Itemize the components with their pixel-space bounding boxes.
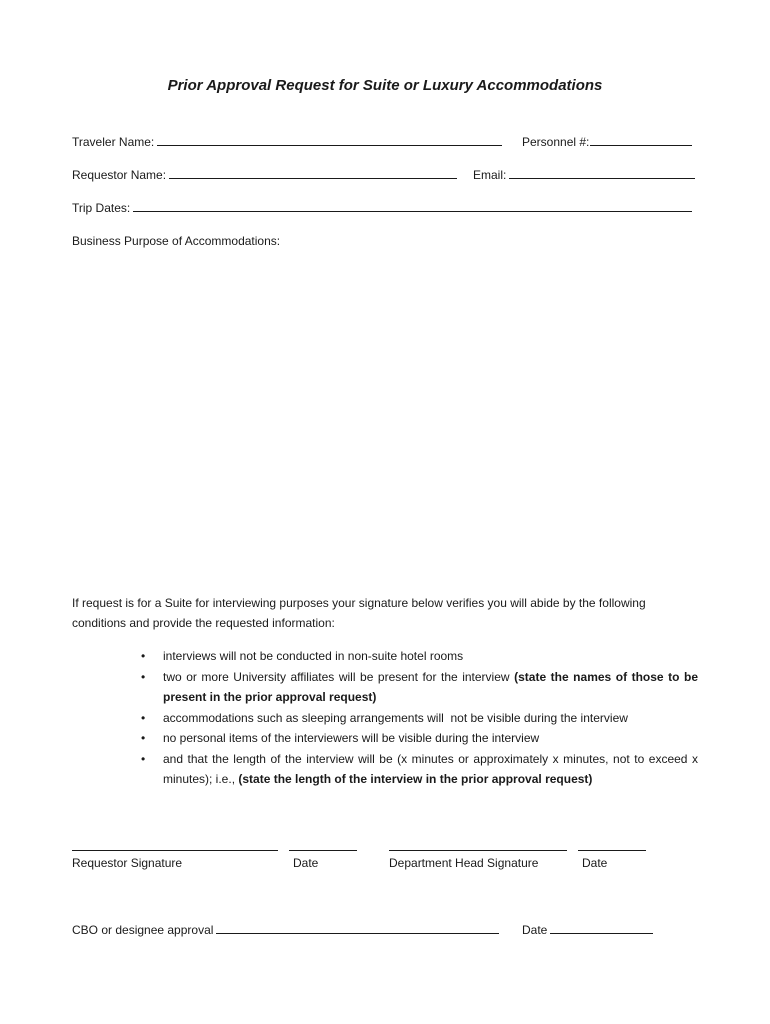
condition-item bbox=[72, 646, 698, 667]
date-line-2[interactable] bbox=[578, 850, 646, 851]
condition-text: accommodations such as sleeping arrangements will not be visible during the interview bbox=[163, 710, 628, 725]
email-row bbox=[473, 167, 695, 183]
condition-bold-text: (state the length of the interview in the prior approval request) bbox=[238, 772, 593, 786]
condition-item bbox=[72, 708, 698, 729]
bullet-icon: • bbox=[141, 669, 146, 684]
date-label-3: Date bbox=[522, 923, 548, 937]
condition-text: two or more University affiliates will be present for the interview bbox=[163, 669, 515, 684]
bullet-icon: • bbox=[141, 649, 146, 663]
department-head-signature-label: Department Head Signature bbox=[389, 856, 539, 870]
requestor-name-row bbox=[72, 167, 457, 183]
requestor-name-label: Requestor Name: bbox=[72, 168, 167, 182]
bullet-icon: • bbox=[141, 731, 146, 745]
traveler-name-field[interactable] bbox=[157, 134, 502, 146]
date-line-1[interactable] bbox=[289, 850, 357, 851]
email-field[interactable] bbox=[509, 167, 695, 179]
personnel-field[interactable] bbox=[590, 134, 692, 146]
traveler-name-label: Traveler Name: bbox=[72, 135, 155, 149]
trip-dates-field[interactable] bbox=[133, 200, 692, 212]
cbo-date-row bbox=[522, 922, 653, 938]
trip-dates-label: Trip Dates: bbox=[72, 201, 131, 215]
condition-item bbox=[72, 728, 698, 749]
conditions-list bbox=[72, 646, 698, 790]
suite-conditions-intro: If request is for a Suite for interviewing purposes your signature below verifies you will abide by the following conditions and provide the requested information: bbox=[72, 596, 646, 630]
department-head-signature-line[interactable] bbox=[389, 850, 567, 851]
condition-item bbox=[72, 749, 698, 790]
form-title: Prior Approval Request for Suite or Luxury Accommodations bbox=[167, 77, 603, 94]
condition-item bbox=[72, 667, 698, 708]
email-label: Email: bbox=[473, 168, 507, 182]
cbo-date-field[interactable] bbox=[550, 922, 653, 934]
condition-bold-text: (state the names of those to be present in the prior approval request) bbox=[163, 669, 698, 704]
personnel-label: Personnel #: bbox=[522, 135, 590, 149]
business-purpose-area[interactable] bbox=[72, 255, 698, 575]
cbo-approval-row bbox=[72, 922, 499, 938]
bullet-icon: • bbox=[141, 710, 146, 725]
cbo-approval-field[interactable] bbox=[216, 922, 499, 934]
requestor-signature-label: Requestor Signature bbox=[72, 856, 183, 870]
date-label-2: Date bbox=[582, 856, 608, 870]
requestor-name-field[interactable] bbox=[169, 167, 457, 179]
date-label-1: Date bbox=[293, 856, 319, 870]
condition-text: interviews will not be conducted in non-suite hotel rooms bbox=[163, 649, 464, 663]
bullet-icon: • bbox=[141, 751, 146, 766]
trip-dates-row bbox=[72, 200, 692, 216]
condition-text: no personal items of the interviewers will be visible during the interview bbox=[163, 731, 540, 745]
cbo-approval-label: CBO or designee approval bbox=[72, 923, 214, 937]
traveler-name-row bbox=[72, 134, 502, 150]
requestor-signature-line[interactable] bbox=[72, 850, 278, 851]
business-purpose-label: Business Purpose of Accommodations: bbox=[72, 234, 281, 248]
condition-text: and that the length of the interview will be (x minutes or approximately x minutes, not to exceed x minutes); i.e., bbox=[163, 751, 698, 786]
personnel-row bbox=[522, 134, 692, 150]
